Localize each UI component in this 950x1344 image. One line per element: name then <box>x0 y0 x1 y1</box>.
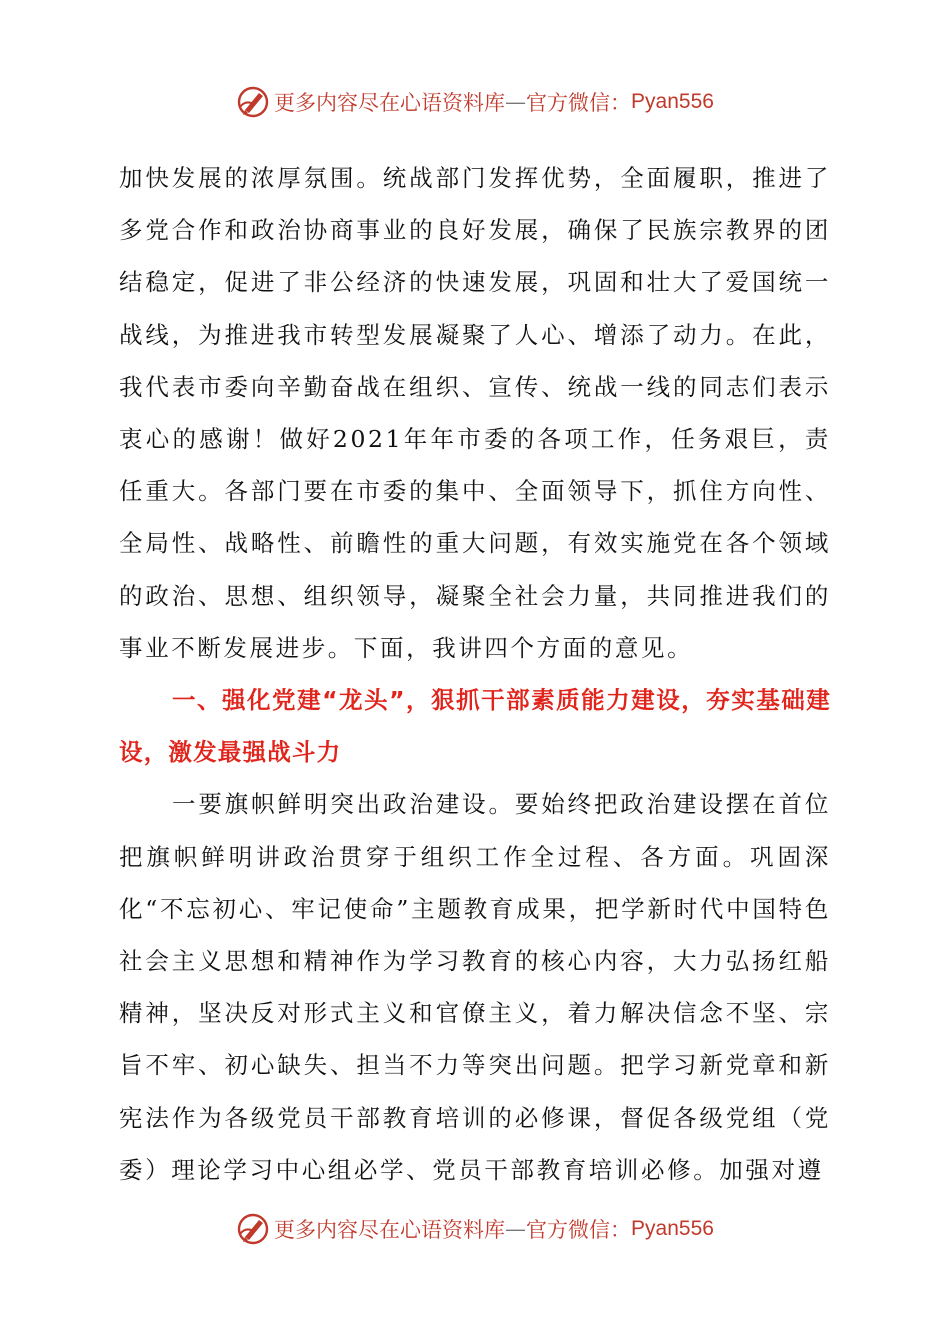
footer-dash: — <box>505 1217 527 1241</box>
pen-circle-logo-icon <box>236 1212 270 1246</box>
pen-circle-logo-icon <box>236 85 270 119</box>
banner-label: 官方微信： <box>526 91 632 115</box>
banner-title: 更多内容尽在心语资料库 <box>274 91 506 115</box>
footer-banner <box>0 1209 950 1249</box>
banner-dash: — <box>505 90 527 114</box>
section-heading-1: 一、强化党建“龙头”，狠抓干部素质能力建设，夯实基础建设，激发最强战斗力 <box>119 686 831 767</box>
banner-wechat-id: Pyan556 <box>631 90 714 113</box>
footer-wechat-id: Pyan556 <box>631 1217 714 1240</box>
paragraph-1: 加快发展的浓厚氛围。统战部门发挥优势，全面履职，推进了多党合作和政治协商事业的良好发展，确保了民族宗教界的团结稳定，促进了非公经济的快速发展，巩固和壮大了爱国统一战线，为推进我市转型发展凝聚了人心、增添了动力。在此，我代表市委向辛勤奋战在组织、宣传、统战一线的同志们表示衷心的感谢！做好2021年年市委的各项工作，任务艰巨，责任重大。各部门要在市委的集中、全面领导下，抓住方向性、全局性、战略性、前瞻性的重大问题，有效实施党在各个领域的政治、思想、组织领导，凝聚全社会力量，共同推进我们的事业不断发展进步。下面，我讲四个方面的意见。 <box>119 164 831 662</box>
footer-label: 官方微信： <box>526 1218 632 1242</box>
header-banner <box>0 82 950 122</box>
footer-title: 更多内容尽在心语资料库 <box>274 1218 506 1242</box>
paragraph-2: 一要旗帜鲜明突出政治建设。要始终把政治建设摆在首位把旗帜鲜明讲政治贯穿于组织工作全过程、各方面。巩固深化“不忘初心、牢记使命”主题教育成果，把学新时代中国特色社会主义思想和精神作为学习教育的核心内容，大力弘扬红船精神，坚决反对形式主义和官僚主义，着力解决信念不坚、宗旨不牢、初心缺失、担当不力等突出问题。把学习新党章和新宪法作为各级党员干部教育培训的必修课，督促各级党组（党委）理论学习中心组必学、党员干部教育培训必修。加强对遵 <box>119 790 831 1184</box>
document-body <box>119 152 831 1196</box>
